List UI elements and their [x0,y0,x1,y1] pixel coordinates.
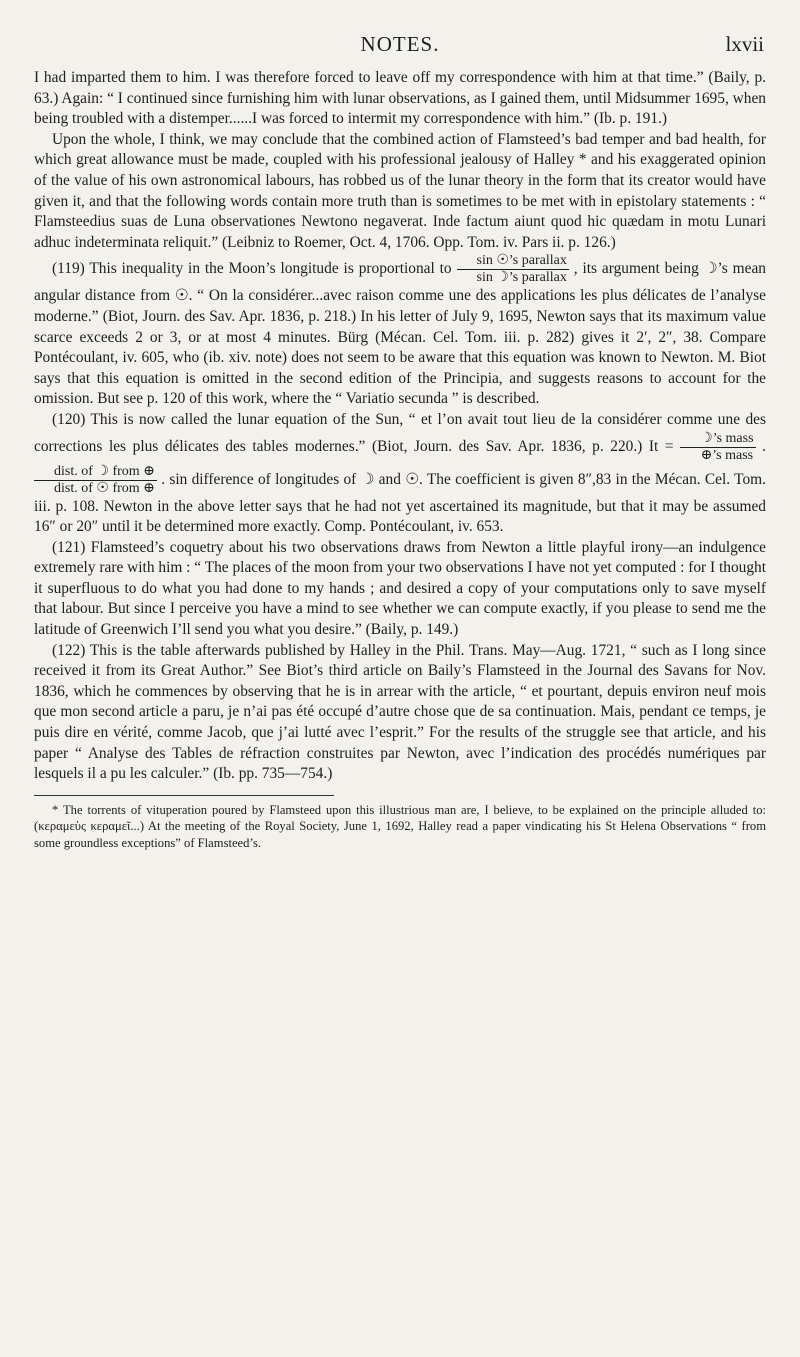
mass-fraction [680,431,755,464]
body-text [34,68,766,785]
paragraph-continuation: I had imparted them to him. I was therefore forced to leave off my correspondence with him at that time.” (Baily, p. 63.) Again: “ I continued since furnishing him with lunar observations, as I gained them, until Midsummer 1695, when being troubled with a distemper......I was forced to intermit my correspondence with him.” (Ib. p. 191.) [34,69,766,128]
parallax-fraction [457,253,569,286]
parallax-fraction-numerator: sin ☉’s parallax [457,253,569,270]
parallax-fraction-denominator: sin ☽’s parallax [476,270,567,286]
footnote: * The torrents of vituperation poured by Flamsteed upon this illustrious man are, I believe, to be explained on the principle alluded to: (κεραμεὺς κεραμεῖ...) At the meeting of the Royal Society, June 1, 1692, Halley read a paper vindicating his St Helena Observations “ from some groundless exceptions” of Flamsteed’s. [34,802,766,850]
mass-fraction-numerator: ☽’s mass [680,431,755,448]
note-121: (121) Flamsteed’s coquetry about his two observations draws from Newton a little playful irony—an indulgence extremely rare with him : “ The places of the moon from your two observations I have not yet computed : for I thought it superfluous to do what you had done to my hands ; and desired a copy of your computations only to save myself that labour. But since I perceive you have a mind to see whether we can compute exactly, if you please to send me the latitude of Greenwich I’ll send you what you desire.” (Baily, p. 149.) [34,538,766,639]
paragraph-conclusion: Upon the whole, I think, we may conclude that the combined action of Flamsteed’s bad temper and bad health, for which great allowance must be made, coupled with his professional jealousy of Halley * and his exaggerated opinion of the value of his own astronomical labours, has robbed us of the lunar theory in the form that its creator would have given it, and that the following words contain more truth than is sometimes to be met with in epistolary statements : “ Flamsteedius suas de Luna observationes Newtono negaverat. Inde factum aiunt quod hic quædam in motu Lunari adhuc indeterminata reliquit.” (Leibniz to Roemer, Oct. 4, 1706. Opp. Tom. iv. Pars ii. p. 126.) [34,130,766,251]
mass-fraction-denominator: ⊕’s mass [700,447,754,463]
page-header [34,30,766,60]
note-119-lead: (119) This inequality in the Moon’s longitude is proportional to [52,260,452,278]
note-119 [34,253,766,410]
note-122: (122) This is the table afterwards published by Halley in the Phil. Trans. May—Aug. 1721, “ such as I long since received it from its Great Author.” See Biot’s third article on Baily’s Flamsteed in the Journal des Savans for Nov. 1836, which he commences by observing that he is in arrear with the article, “ et pourtant, depuis environ neuf mois que mon second article a paru, je n’ai pas été occupé d’autre chose que de sa continuation. Mais, pendant ce temps, je puis dire en vérité, comme Jacob, que j’ai lutté avec l’esprit.” For the results of the struggle see that article, and his paper “ Analyse des Tables de réfraction construites par Newton, avec l’indication des procédés numériques par lesquels il a pu les calculer.” (Ib. pp. 735—754.) [34,641,766,783]
distance-fraction [34,464,157,497]
distance-fraction-numerator: dist. of ☽ from ⊕ [34,464,157,481]
note-120-lead: (120) This is now called the lunar equation of the Sun, “ et l’on avait tout lieu de la considérer comme une des corrections les plus délicates des tables modernes.” (Biot, Journ. des Sav. Apr. 1836, p. 220.) It = [34,410,766,455]
running-head: NOTES. [360,32,440,56]
multiply-dot: . [762,437,766,455]
distance-fraction-denominator: dist. of ☉ from ⊕ [54,480,155,496]
note-119-rest: , its argument being ☽’s mean angular distance from ☉. “ On la considérer...avec raison comme une des applications les plus délicates de l’analyse moderne.” (Biot, Journ. des Sav. Apr. 1836, p. 218.) In his letter of July 9, 1695, Newton says that its maximum value scarce exceeds 2 or 3, or at most 4 minutes. Bürg (Mécan. Cel. Tom. iii. p. 282) gives it 2′, 2″, 38. Compare Pontécoulant, iv. 605, who (ib. xiv. note) does not seem to be aware that this equation was known to Newton. M. Biot says that this equation is omitted in the second edition of the Principia, and suggests reasons to account for the omission. But see p. 120 of this work, where the “ Variatio secunda ” is described. [34,260,766,408]
note-120 [34,410,766,538]
note-120-rest: . sin difference of longitudes of ☽ and ☉. The coefficient is given 8″,83 in the Mécan. Cel. Tom. iii. p. 108. Newton in the above letter says that he had not yet ascertained its magnitude, but that it may be assumed 16″ or 20″ until it be determined more exactly. Comp. Pontécoulant, iv. 653. [34,470,766,536]
page-number: lxvii [725,32,764,56]
footnote-divider [34,795,334,796]
